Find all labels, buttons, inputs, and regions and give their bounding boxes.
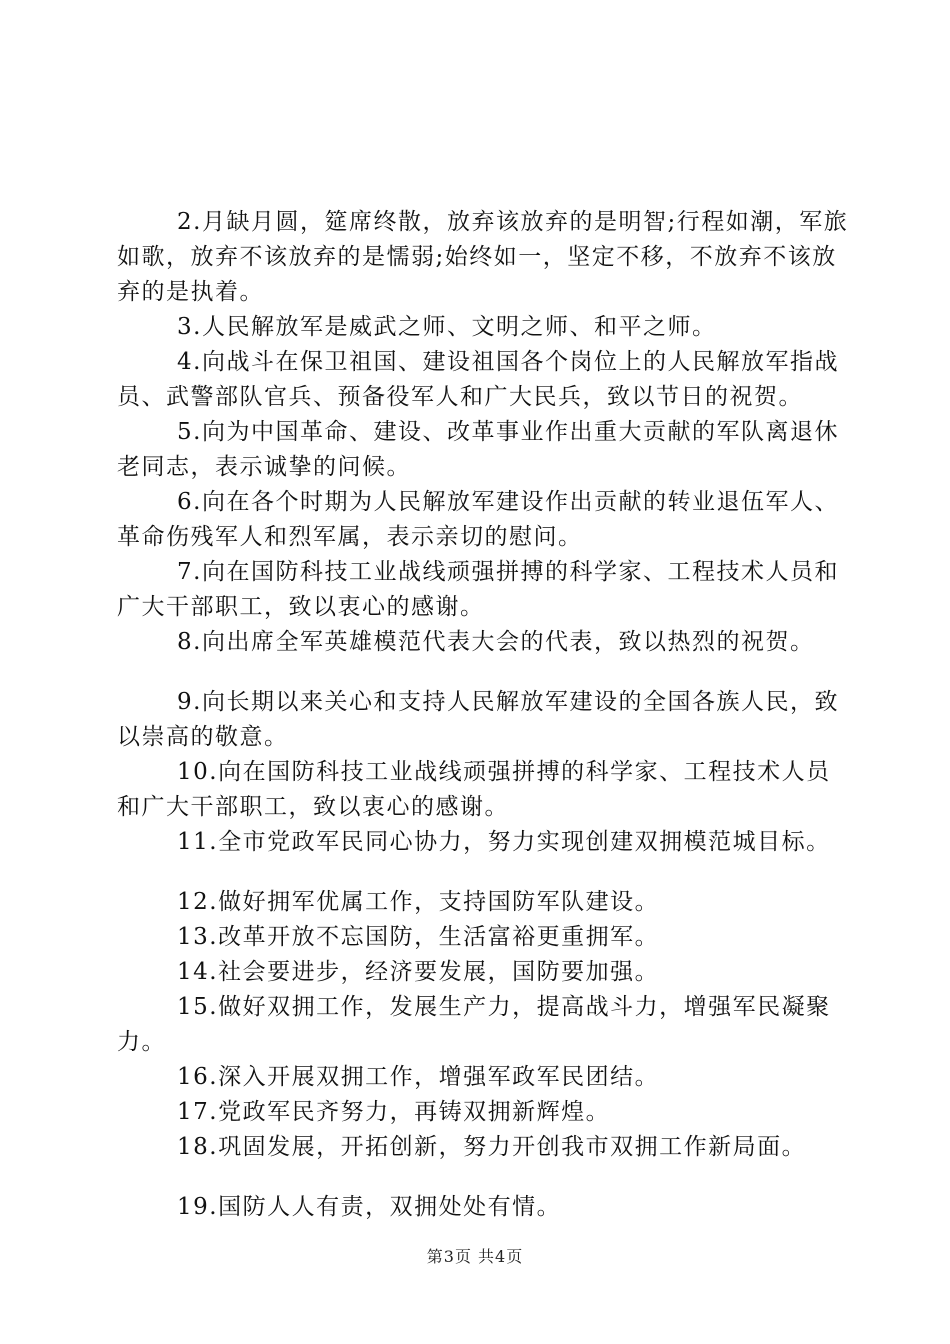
paragraph-2: 2.月缺月圆，筵席终散，放弃该放弃的是明智;行程如潮，军旅如歌，放弃不该放弃的是懦弱;始终如一，坚定不移，不放弃不该放弃的是执着。 — [117, 209, 849, 305]
paragraph-gap — [117, 860, 849, 885]
paragraph-15: 15.做好双拥工作，发展生产力，提高战斗力，增强军民凝聚力。 — [117, 994, 831, 1055]
paragraph-12: 12.做好拥军优属工作，支持国防军队建设。 — [177, 889, 660, 915]
paragraph-11: 11.全市党政军民同心协力，努力实现创建双拥模范城目标。 — [177, 829, 831, 855]
paragraph-6: 6.向在各个时期为人民解放军建设作出贡献的转业退伍军人、革命伤残军人和烈军属，表示亲切的慰问。 — [117, 489, 839, 550]
paragraph-19: 19.国防人人有责，双拥处处有情。 — [177, 1194, 562, 1220]
paragraph-7: 7.向在国防科技工业战线顽强拼搏的科学家、工程技术人员和广大干部职工，致以衷心的感谢。 — [117, 559, 839, 620]
paragraph-9: 9.向长期以来关心和支持人民解放军建设的全国各族人民，致以崇高的敬意。 — [117, 689, 839, 750]
paragraph-13: 13.改革开放不忘国防，生活富裕更重拥军。 — [177, 924, 660, 950]
paragraph-3: 3.人民解放军是威武之师、文明之师、和平之师。 — [177, 314, 717, 340]
paragraph-14: 14.社会要进步，经济要发展，国防要加强。 — [177, 959, 660, 985]
paragraph-10: 10.向在国防科技工业战线顽强拼搏的科学家、工程技术人员和广大干部职工，致以衷心的感谢。 — [117, 759, 831, 820]
paragraph-4: 4.向战斗在保卫祖国、建设祖国各个岗位上的人民解放军指战员、武警部队官兵、预备役军人和广大民兵，致以节日的祝贺。 — [117, 349, 839, 410]
paragraph-5: 5.向为中国革命、建设、改革事业作出重大贡献的军队离退休老同志，表示诚挚的问候。 — [117, 419, 839, 480]
paragraph-gap — [117, 660, 849, 685]
paragraph-18: 18.巩固发展，开拓创新，努力开创我市双拥工作新局面。 — [177, 1134, 807, 1160]
paragraph-16: 16.深入开展双拥工作，增强军政军民团结。 — [177, 1064, 660, 1090]
page-footer: 第3页 共4页 — [426, 1247, 524, 1266]
paragraph-gap — [117, 1165, 849, 1190]
paragraph-17: 17.党政军民齐努力，再铸双拥新辉煌。 — [177, 1099, 611, 1125]
document-body — [117, 205, 849, 1225]
paragraph-8: 8.向出席全军英雄模范代表大会的代表，致以热烈的祝贺。 — [177, 629, 815, 655]
